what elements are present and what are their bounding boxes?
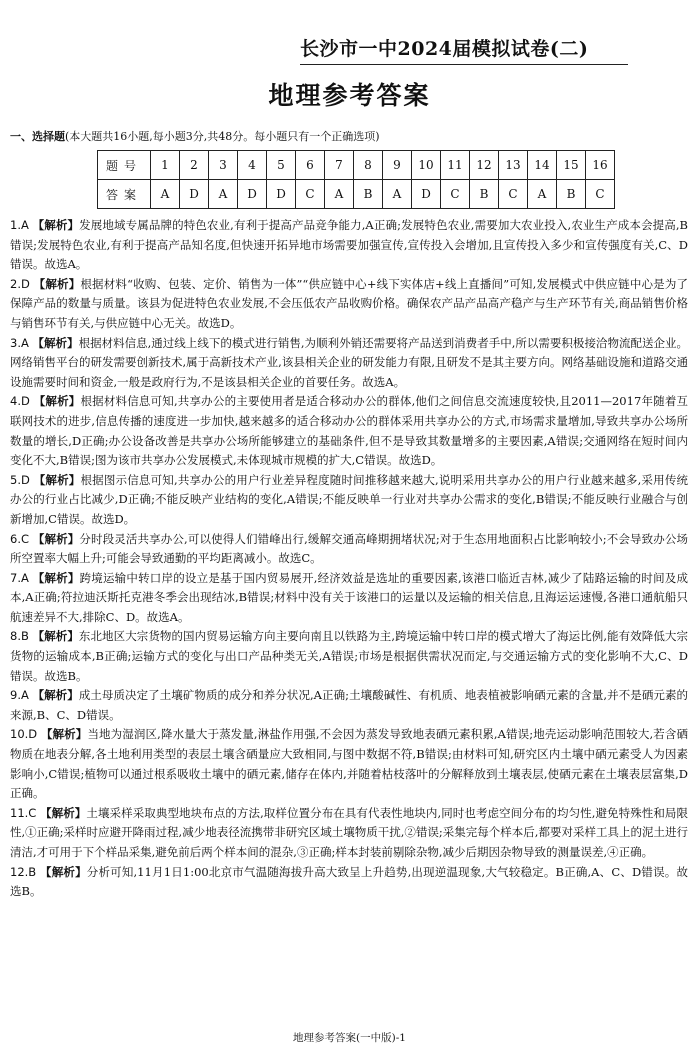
item-number: 4.D (10, 394, 30, 409)
item-text: 当地为湿润区,降水量大于蒸发量,淋盐作用强,不会因为蒸发导致地表硒元素积累,A错误;地壳运动影响范围较大,若含硒物质在地表分解,各土地利用类型的表层土壤含硒量应大致相同,与图中数据不符,B错误;由材料可知,研究区内土壤中硒元素受人为因素影响小,C错误;植物可以通过根系吸收土壤中的硒元素,储存在体内,并随着枯枝落叶的分解释放到土壤表层,使硒元素在土壤表层富集,D正确。 (10, 727, 689, 801)
item-text: 根据材料“收购、包装、定价、销售为一体”“供应链中心+线下实体店+线上直播间”可知,发展模式中供应链中心是为了保障产品的数量与质量。该县为促进特色农业发展,不会压低农产品收购价格。确保农产品产品高产稳产与生产环节有关,商品销售价格与销售环节有关,与供应链中心无关。故选D。 (10, 276, 689, 330)
item-number: 8.B (10, 629, 29, 644)
question-number-cell: 14 (528, 151, 557, 180)
explanation-item (10, 530, 688, 569)
explanation-item (10, 216, 688, 275)
question-number-cell: 15 (557, 151, 586, 180)
question-number-cell: 16 (586, 151, 615, 180)
section-note: (本大题共16小题,每小题3分,共48分。每小题只有一个正确选项) (65, 130, 380, 143)
answer-cell: A (209, 180, 238, 209)
answer-cell: D (267, 180, 296, 209)
question-number-cell: 6 (296, 151, 325, 180)
page-title: 地理参考答案 (268, 81, 431, 110)
analysis-tag: 【解析】 (33, 472, 81, 487)
analysis-tag: 【解析】 (32, 688, 79, 703)
item-text: 东北地区大宗货物的国内贸易运输方向主要向南且以铁路为主,跨境运输中转口岸的模式增大了海运比例,能有效降低大宗货物的运输成本,B正确;运输方式的变化与出口产品种类无关,A错误;市场是根据供需状况而定,与交通运输方式的变化影响不大,C、D错误。故选B。 (10, 629, 689, 683)
answer-cell: D (412, 180, 441, 209)
item-number: 10.D (10, 727, 38, 742)
answer-row (98, 180, 615, 209)
analysis-tag: 【解析】 (40, 864, 87, 879)
explanation-item (10, 627, 688, 686)
answer-cell: D (238, 180, 267, 209)
answer-cell: C (441, 180, 470, 209)
question-number-cell: 1 (151, 151, 180, 180)
question-number-cell: 9 (383, 151, 412, 180)
item-text: 土壤采样采取典型地块布点的方法,取样位置分布在具有代表性地块内,同时也考虑空间分布的均匀性,避免特殊性和局限性,①正确;采样时应避开降雨过程,减少地表径流携带非研究区域土壤物质干扰,②错误;采集完每个样本后,都要对采样工具上的泥土进行清洁,才可用于下个样品采集,避免前后两个样本间的混杂,③正确;样本封装前剔除杂物,减少后期因杂物导致的测量误差,④正确。 (10, 805, 689, 859)
explanation-list (10, 216, 688, 902)
item-text: 发展地域专属品牌的特色农业,有利于提高产品竞争能力,A正确;发展特色农业,需要加大农业投入,农业生产成本会提高,B错误;发展特色农业,有利于提高产品知名度,但快速开拓异地市场需要加强宣传,宣传投入会增加,且宣传投入多少和宣传强度有关,C、D错误。故选A。 (10, 218, 689, 272)
analysis-tag: 【解析】 (40, 727, 88, 742)
answer-cell: D (180, 180, 209, 209)
item-text: 成土母质决定了土壤矿物质的成分和养分状况,A正确;土壤酸碱性、有机质、地表植被影响硒元素的含量,并不是硒元素的来源,B、C、D错误。 (10, 688, 689, 722)
question-number-cell: 12 (470, 151, 499, 180)
section-label: 一、选择题 (10, 130, 65, 143)
explanation-item (10, 334, 688, 393)
subtitle-rule (300, 64, 628, 65)
row-label: 答案 (98, 180, 151, 209)
item-number: 11.C (10, 805, 37, 820)
explanation-item (10, 275, 688, 334)
explanation-item (10, 725, 688, 803)
item-number: 2.D (10, 276, 30, 291)
answer-cell: A (325, 180, 354, 209)
answer-cell: C (296, 180, 325, 209)
explanation-item (10, 392, 688, 470)
explanation-item (10, 863, 688, 902)
item-text: 分析可知,11月1日1:00北京市气温随海拔升高大致呈上升趋势,出现逆温现象,大气较稳定。B正确,A、C、D错误。故选B。 (10, 864, 688, 899)
answer-table (97, 150, 615, 209)
answer-cell: B (470, 180, 499, 209)
answer-cell: B (354, 180, 383, 209)
item-number: 6.C (10, 531, 30, 546)
row-label: 题号 (98, 151, 151, 180)
analysis-tag: 【解析】 (40, 805, 87, 820)
item-text: 跨境运输中转口岸的设立是基于国内贸易展开,经济效益是选址的重要因素,该港口临近吉林,减少了陆路运输的时间及成本,A正确;符拉迪沃斯托克港冬季会出现结冰,B错误;材料中没有关于该港口的运量以及运输的相关信息,且海运运速慢,各港口通航船只航速差异不大,排除C、D。故选A。 (10, 570, 689, 624)
item-number: 9.A (10, 688, 29, 703)
explanation-item (10, 569, 688, 628)
item-text: 根据图示信息可知,共享办公的用户行业差异程度随时间推移越来越大,说明采用共享办公的用户行业越来越多,采用传统办公的行业占比减少,D正确;不能反映产业结构的变化,A错误;不能反映单一行业对共享办公需求的变化,B错误;不能反映行业融合与创新增加,C错误。故选D。 (10, 472, 689, 526)
question-number-cell: 4 (238, 151, 267, 180)
item-number: 1.A (10, 218, 29, 232)
answer-cell: A (528, 180, 557, 209)
analysis-tag: 【解析】 (33, 276, 81, 291)
question-number-cell: 10 (412, 151, 441, 180)
answer-cell: C (586, 180, 615, 209)
question-number-cell: 7 (325, 151, 354, 180)
explanation-item (10, 686, 688, 725)
question-number-row (98, 151, 615, 180)
question-number-cell: 5 (267, 151, 296, 180)
answer-cell: A (151, 180, 180, 209)
question-number-cell: 13 (499, 151, 528, 180)
answer-cell: B (557, 180, 586, 209)
analysis-tag: 【解析】 (32, 218, 80, 232)
analysis-tag: 【解析】 (32, 629, 79, 644)
analysis-tag: 【解析】 (32, 531, 80, 546)
question-number-cell: 3 (209, 151, 238, 180)
item-text: 根据材料信息可知,共享办公的主要使用者是适合移动办公的群体,他们之间信息交流速度较快,且2011—2017年随着互联网技术的进步,信息传播的速度进一步加快,越来越多的适合移动办公的群体采用共享办公的方式,市场需求量增加,导致共享办公场所数量的增长,D正确;办公设备改善是共享办公场所能够建立的基础条件,但不是导致其数量增多的主要因素,A错误;交通网络在短时间内变化不大,B错误;图为该市共享办公发展模式,未体现城市规模的扩大,C错误。故选D。 (10, 394, 689, 468)
item-number: 3.A (10, 335, 29, 350)
explanation-item (10, 471, 688, 530)
analysis-tag: 【解析】 (32, 570, 80, 585)
item-number: 12.B (10, 864, 37, 879)
item-number: 5.D (10, 472, 30, 487)
exam-subtitle: 长沙市一中2024届模拟试卷(二) (300, 38, 589, 60)
section-heading (10, 128, 380, 144)
item-text: 分时段灵活共享办公,可以使得人们错峰出行,缓解交通高峰期拥堵状况;对于生态用地面积占比影响较小;不会导致办公场所空置率大幅上升;可能会导致通勤的平均距离减小。故选C。 (10, 531, 689, 566)
answer-cell: C (499, 180, 528, 209)
question-number-cell: 8 (354, 151, 383, 180)
page-footer: 地理参考答案(一中版)-1 (293, 1032, 406, 1044)
question-number-cell: 2 (180, 151, 209, 180)
explanation-item (10, 804, 688, 863)
question-number-cell: 11 (441, 151, 470, 180)
answer-cell: A (383, 180, 412, 209)
item-text: 根据材料信息,通过线上线下的模式进行销售,为顺利外销还需要将产品送到消费者手中,所以需要积极接洽物流配送企业。网络销售平台的研发需要创新技术,属于高新技术产业,该县相关企业的研发能力有限,且研发不是其主要方向。网络基础设施和道路交通设施需要时间和资金,一般是政府行为,不是该县相关企业的首要任务。故选A。 (10, 335, 689, 389)
analysis-tag: 【解析】 (33, 394, 81, 409)
analysis-tag: 【解析】 (32, 335, 79, 350)
item-number: 7.A (10, 570, 29, 585)
